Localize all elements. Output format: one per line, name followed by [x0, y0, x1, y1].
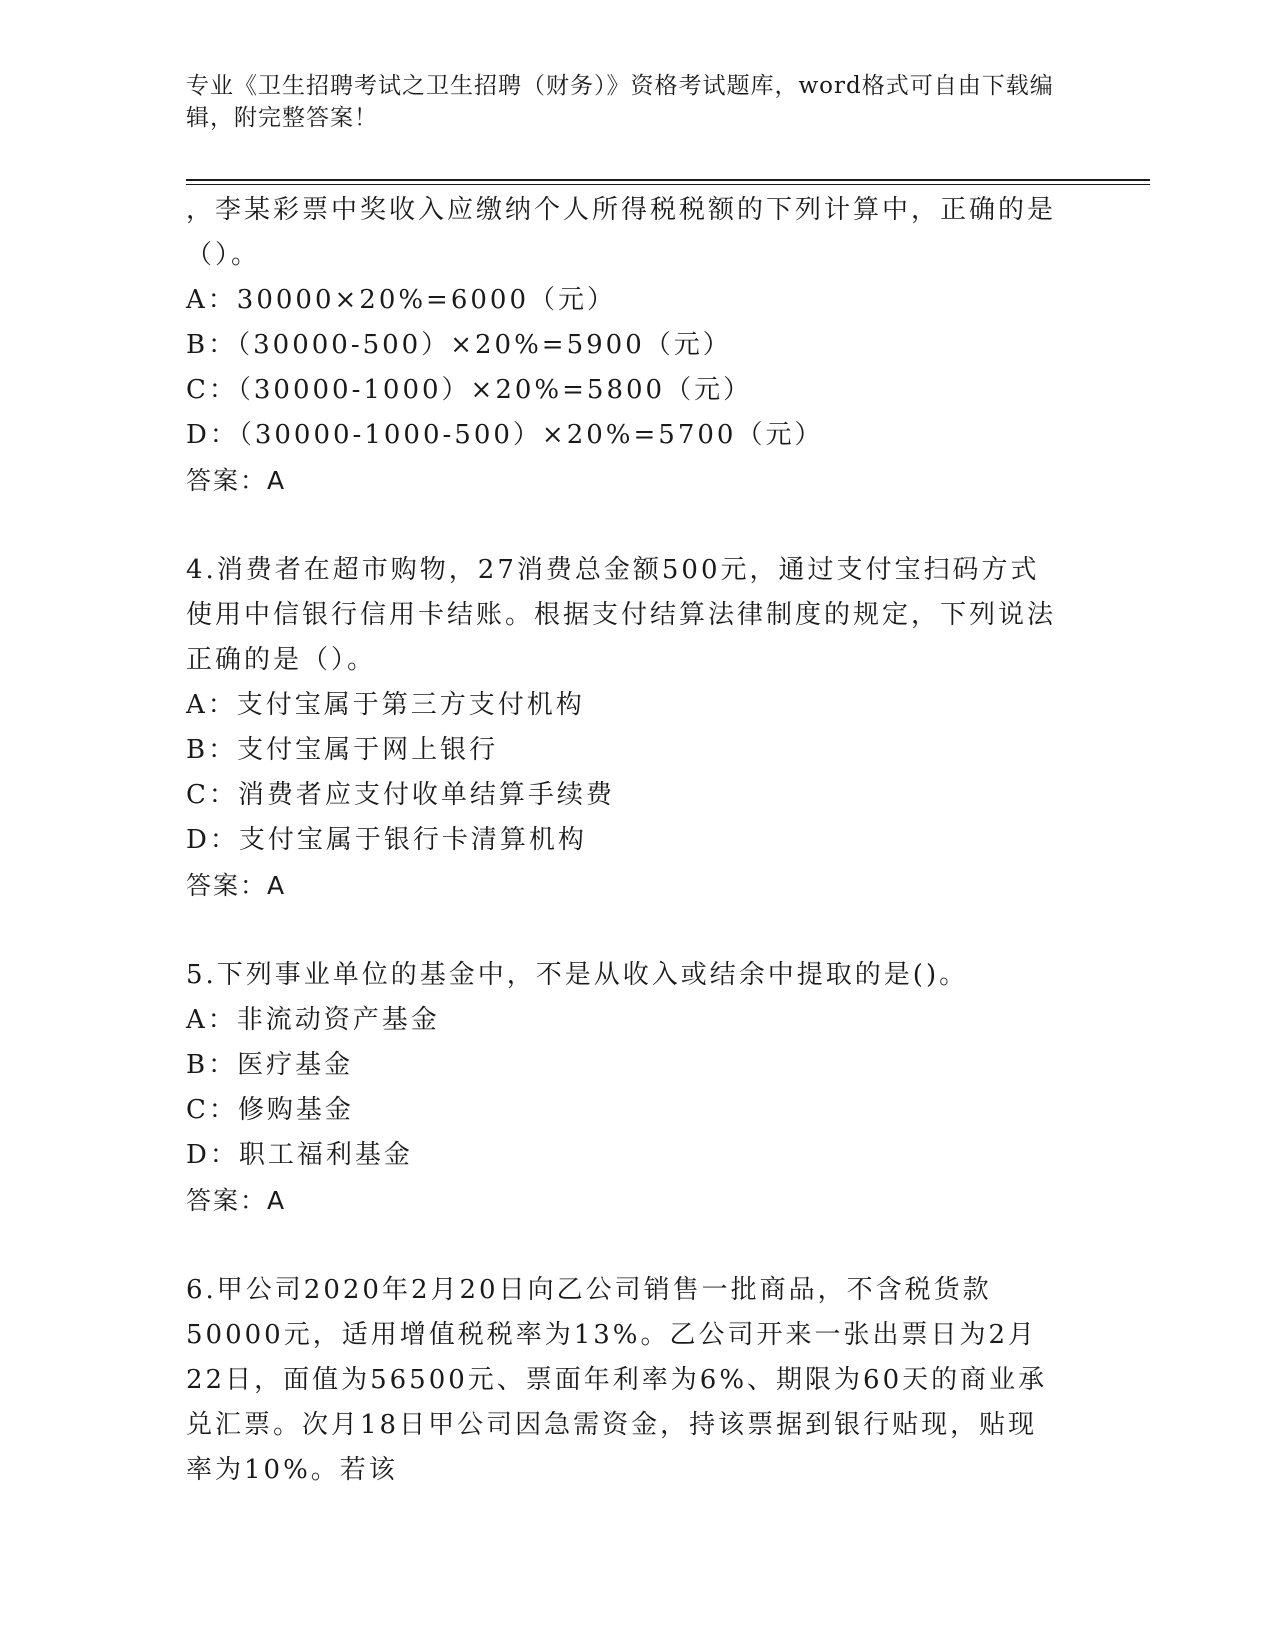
spacer — [186, 503, 1066, 548]
option-d: D：职工福利基金 — [186, 1140, 413, 1170]
question-item — [186, 548, 1066, 908]
answer-line: 答案：A — [186, 466, 287, 495]
header-divider-thick — [186, 179, 1150, 181]
header-divider-thin — [186, 184, 1150, 185]
question-item — [186, 188, 1066, 503]
document-header — [186, 70, 1066, 134]
option-c: C：（30000-1000）×20%=5800（元） — [186, 375, 753, 405]
spacer — [186, 1223, 1066, 1268]
option-b: B：（30000-500）×20%=5900（元） — [186, 330, 732, 360]
question-item — [186, 953, 1066, 1223]
option-a: A：非流动资产基金 — [186, 1005, 440, 1035]
answer-line: 答案：A — [186, 1186, 287, 1215]
question-stem: 4.消费者在超市购物，27消费总金额500元，通过支付宝扫码方式使用中信银行信用卡结账。根据支付结算法律制度的规定，下列说法正确的是（）。 — [186, 555, 1057, 675]
option-d: D：（30000-1000-500）×20%=5700（元） — [186, 420, 824, 450]
question-stem: 6.甲公司2020年2月20日向乙公司销售一批商品，不含税货款50000元，适用增值税税率为13%。乙公司开来一张出票日为2月22日，面值为56500元、票面年利率为6%、期限为60天的商业承兑汇票。次月18日甲公司因急需资金，持该票据到银行贴现，贴现率为10%。若该 — [186, 1275, 1048, 1485]
question-list — [186, 188, 1066, 1493]
option-b: B：医疗基金 — [186, 1050, 354, 1080]
option-b: B：支付宝属于网上银行 — [186, 735, 499, 765]
option-a: A：30000×20%=6000（元） — [186, 285, 617, 315]
option-a: A：支付宝属于第三方支付机构 — [186, 690, 585, 720]
question-stem: ，李某彩票中奖收入应缴纳个人所得税税额的下列计算中，正确的是（）。 — [186, 195, 1057, 270]
spacer — [186, 908, 1066, 953]
option-c: C：消费者应支付收单结算手续费 — [186, 780, 615, 810]
question-stem: 5.下列事业单位的基金中，不是从收入或结余中提取的是()。 — [186, 960, 969, 990]
option-c: C：修购基金 — [186, 1095, 354, 1125]
option-d: D：支付宝属于银行卡清算机构 — [186, 825, 587, 855]
header-title: 专业《卫生招聘考试之卫生招聘（财务）》资格考试题库，word格式可自由下载编辑，附完整答案！ — [186, 73, 1054, 131]
question-item — [186, 1268, 1066, 1493]
answer-line: 答案：A — [186, 871, 287, 900]
